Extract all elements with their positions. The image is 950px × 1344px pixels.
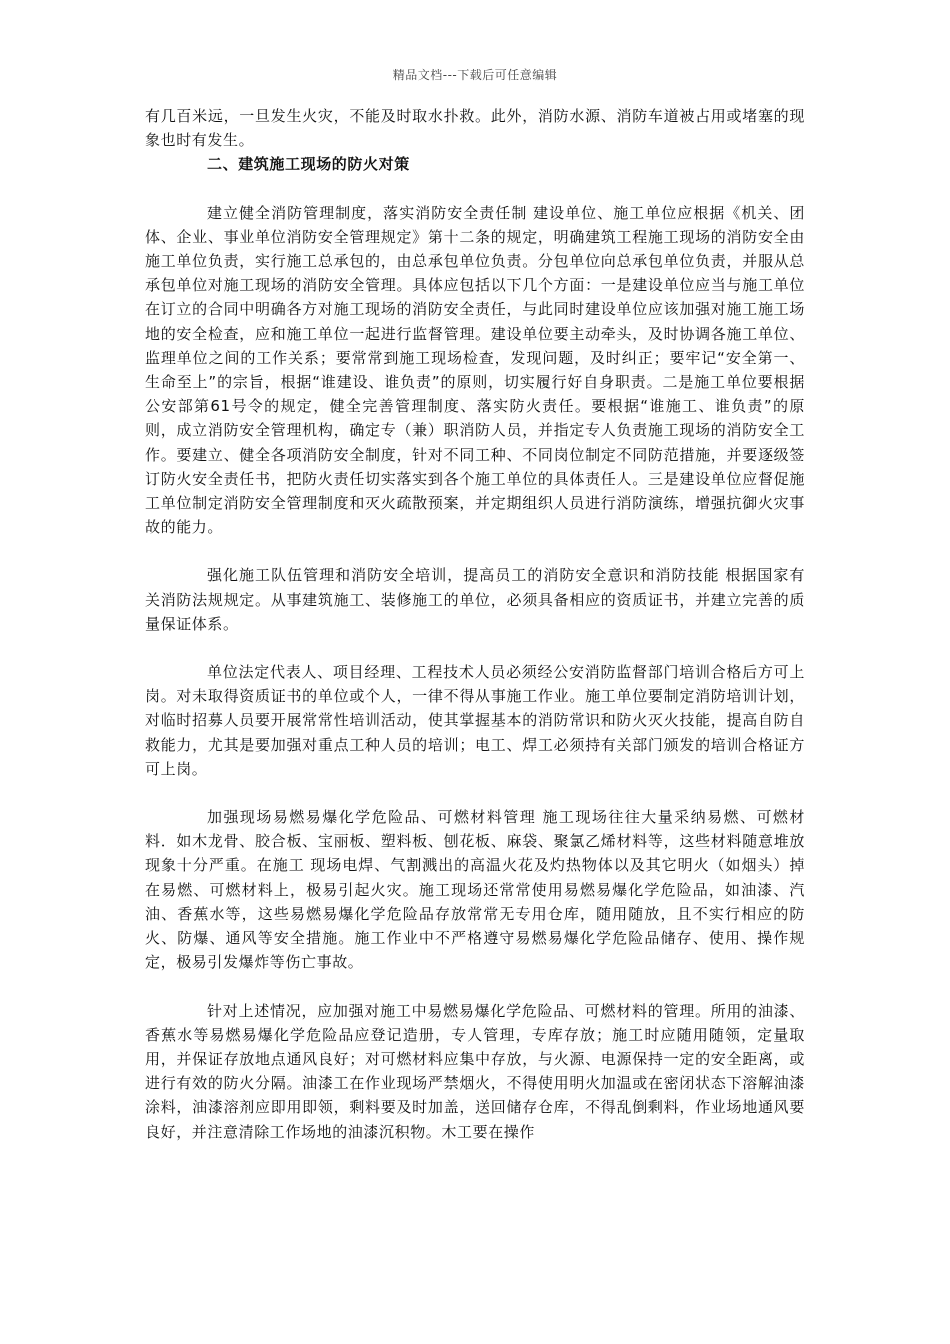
paragraph-hazard-materials: 加强现场易燃易爆化学危险品、可燃材料管理 施工现场往往大量采纳易燃、可燃材料．如木龙骨、胶合板、宝丽板、塑料板、刨花板、麻袋、聚氯乙烯材料等，这些材料随意堆放现象十分严重。在施工 现场电焊、气割溅出的高温火花及灼热物体以及其它明火（如烟头）掉在易燃、可燃材料上，极易引起火灾。施工现场还常常使用易燃易爆化学危险品，如油漆、汽油、香蕉水等，这些易燃易爆化学危险品存放常常无专用仓库，随用随放，且不实行相应的防火、防爆、通风等安全措施。施工作业中不严格遵守易燃易爆化学危险品储存、使用、操作规定，极易引发爆炸等伤亡事故。 [145, 808, 805, 972]
paragraph-responsibility: 建立健全消防管理制度，落实消防安全责任制 建设单位、施工单位应根据《机关、团体、企业、事业单位消防安全管理规定》第十二条的规定，明确建筑工程施工现场的消防安全由施工单位负责，实行施工总承包的，由总承包单位负责。分包单位向总承包单位负责，并服从总承包单位对施工现场的消防安全管理。具体应包括以下几个方面：一是建设单位应当与施工单位在订立的合同中明确各方对施工现场的消防安全责任，与此同时建设单位应该加强对施工施工场地的安全检查，应和施工单位一起进行监督管理。建设单位要主动牵头，及时协调各施工单位、监理单位之间的工作关系；要常常到施工现场检查，发现问题，及时纠正；要牢记“安全第一、生命至上”的宗旨，根据“谁建设、谁负责”的原则，切实履行好自身职责。二是施工单位要根据公安部第61号令的规定，健全完善管理制度、落实防火责任。要根据“谁施工、谁负责”的原则，成立消防安全管理机构，确定专（兼）职消防人员，并指定专人负责施工现场的消防安全工作。要建立、健全各项消防安全制度，针对不同工种、不同岗位制定不同防范措施，并要逐级签订防火安全责任书，把防火责任切实落实到各个施工单位的具体责任人。三是建设单位应督促施工单位制定消防安全管理制度和灭火疏散预案，并定期组织人员进行消防演练，增强抗御火灾事故的能力。 [145, 203, 805, 537]
paragraph-continuation: 有几百米远，一旦发生火灾，不能及时取水扑救。此外，消防水源、消防车道被占用或堵塞的现象也时有发生。 [145, 107, 805, 150]
paragraph-qualification: 单位法定代表人、项目经理、工程技术人员必须经公安消防监督部门培训合格后方可上岗。对未取得资质证书的单位或个人，一律不得从事施工作业。施工单位要制定消防培训计划，对临时招募人员要开展常常性培训活动，使其掌握基本的消防常识和防火灭火技能，提高自防自救能力，尤其是要加强对重点工种人员的培训；电工、焊工必须持有关部门颁发的培训合格证方可上岗。 [145, 663, 805, 778]
document-body [145, 104, 805, 1144]
page-header: 精品文档---下载后可任意编辑 [392, 68, 558, 82]
paragraph-training: 强化施工队伍管理和消防安全培训，提高员工的消防安全意识和消防技能 根据国家有关消防法规规定。从事建筑施工、装修施工的单位，必须具备相应的资质证书，并建立完善的质量保证体系。 [145, 566, 805, 633]
section-heading: 二、建筑施工现场的防火对策 [207, 155, 410, 174]
paragraph-material-management: 针对上述情况，应加强对施工中易燃易爆化学危险品、可燃材料的管理。所用的油漆、香蕉水等易燃易爆化学危险品应登记造册，专人管理，专库存放；施工时应随用随领，定量取用，并保证存放地点通风良好；对可燃材料应集中存放，与火源、电源保持一定的安全距离，或进行有效的防火分隔。油漆工在作业现场严禁烟火，不得使用明火加温或在密闭状态下溶解油漆涂料，油漆溶剂应即用即领，剩料要及时加盖，送回储存仓库，不得乱倒剩料，作业场地通风要良好，并注意清除工作场地的油漆沉积物。木工要在操作 [145, 1001, 805, 1141]
